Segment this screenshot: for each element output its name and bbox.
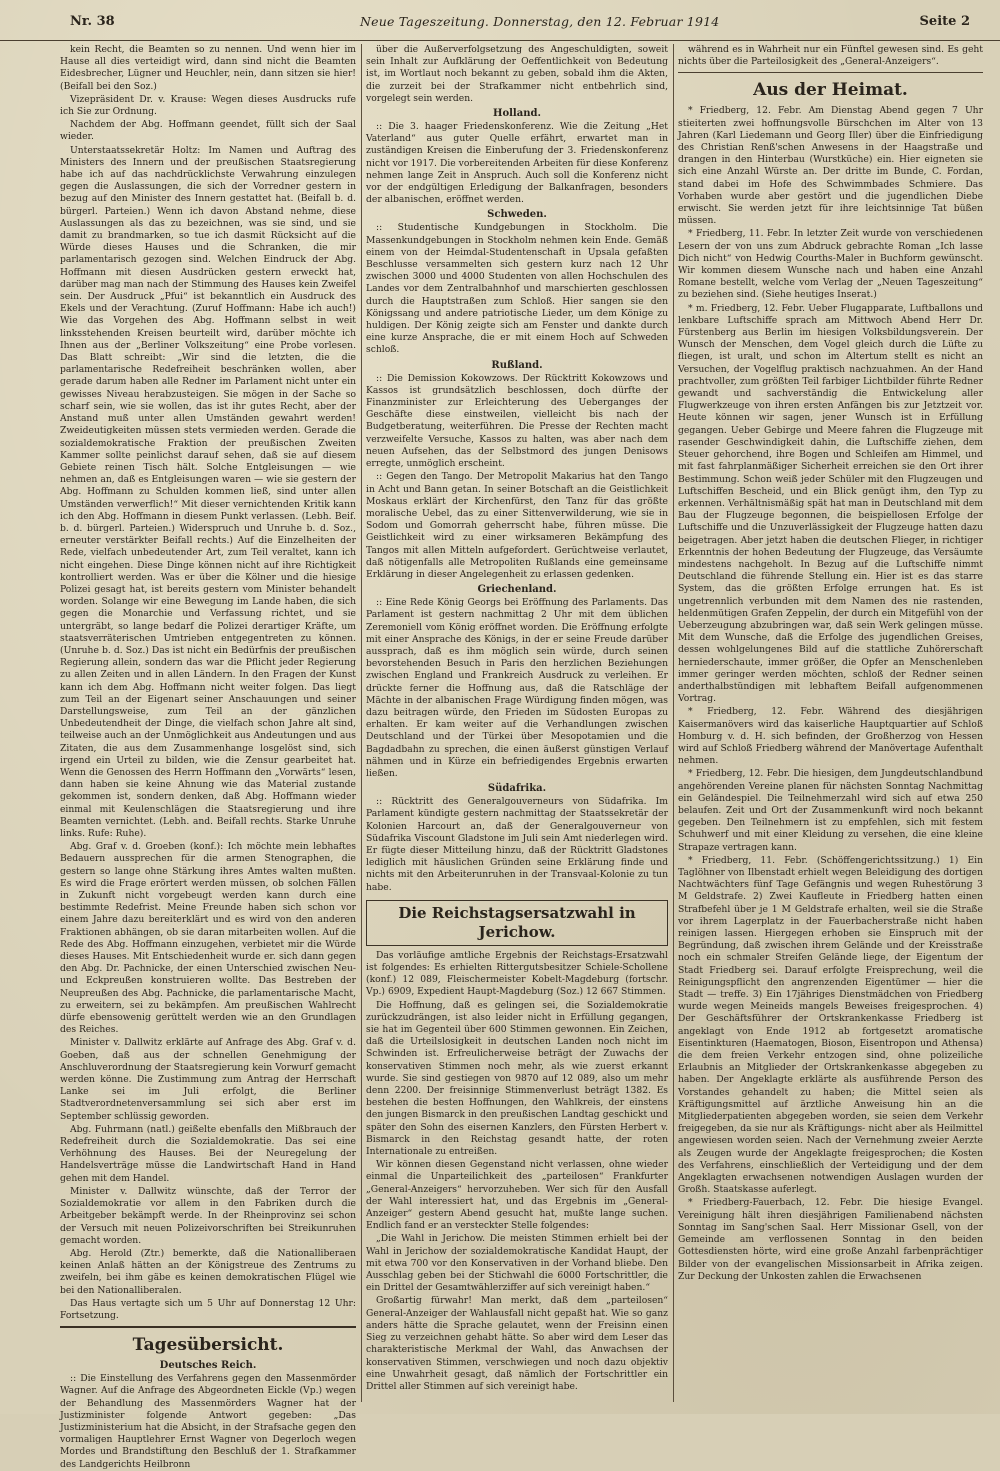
paragraph: :: Die Demission Kokowzows. Der Rücktritt Kokowzows und Kassos ist grundsätzlich beschlossen, doch dürfte der Finanzminister zur Erleichterung des Ueberganges der Geschäfte diese einstweilen, vielleicht bis nach der Budgetberatung, weiterführen. Die Presse der Rechten macht verzweifelte Versuche, Kassos zu halten, was aber nach dem neuen Aufsehen, das der Selbstmord des jungen Denisows erregte, unmöglich erscheint. [366, 372, 668, 470]
paragraph: kein Recht, die Beamten so zu nennen. Und wenn hier im Hause all dies verteidigt wird, dann sind nicht die Beamten Eidesbrecher, Lügner und Heuchler, nein, dann sitzen sie hier! (Beifall bei den Soz.) [60, 44, 356, 92]
paragraph: „Die Wahl in Jerichow. Die meisten Stimmen erhielt bei der Wahl in Jerichow der sozialdemokratische Kandidat Haupt, der mit etwa 700 vor den Konservativen in der Vorhand bliebe. Den Ausschlag geben bei der Stichwahl die 6000 Fortschrittler, die ein Drittel der Gesamtwählerziffer auf sich vereinigt haben.“ [366, 1233, 668, 1294]
page-number: Seite 2 [919, 14, 970, 29]
paragraph: :: Rücktritt des Generalgouverneurs von Südafrika. Im Parlament kündigte gestern nachmittag der Staatssekretär der Kolonien Harcourt an, daß der Generalgouverneur von Südafrika Viscount Gladstone im Juli sein Amt niederlegen wird. Er fügte dieser Mitteilung hinzu, daß der Rücktritt Gladstones lediglich mit häuslichen Gründen seine Erklärung finde und nichts mit den Arbeiterunruhen in der Transvaal-Kolonie zu tun habe. [366, 796, 668, 893]
paragraph: Unterstaatssekretär Holtz: Im Namen und Auftrag des Ministers des Innern und der preußischen Staatsregierung habe ich auf das nachdrücklichste Verwahrung einzulegen gegen die Auslassungen, die sich der Vorredner gestern in bezug auf den Minister des Innern gestattet hat. (Beifall b. d. bürgerl. Parteien.) Wenn ich davon Abstand nehme, diese Auslassungen als das zu bezeichnen, was sie sind, und sie damit zu brandmarken, so tue ich dasmit Rücksicht auf die Würde dieses Hauses und die Schranken, die mir parlamentarisch gezogen sind. Welchen Eindruck der Abg. Hoffmann mit diesen Ausdrücken gestern erweckt hat, darüber mag man nach der Stimmung des Hauses kein Zweifel sein. Der Ausdruck „Pfui“ ist bekanntlich ein Ausdruck des Ekels und der Verachtung. (Zuruf Hoffmann: Habe ich auch!) Wie das Vorgehen des Abg. Hoffmann selbst in weit linksstehenden Kreisen beurteilt wird, darüber möchte ich Ihnen aus der „Berliner Volkszeitung“ eine Probe vorlesen. Das Blatt schreibt: „Wir sind die letzten, die die parlamentarische Redefreiheit beschränken wollen, aber gerade darum haben alle Redner im Parlament nicht unter ein gewisses Niveau herabzusteigen. Sie mögen in der Sache so scharf sein, wie sie wollen, das ist ihr gutes Recht, aber der Anstand muß unter allen Umständen gewahrt werden! Zweideutigkeiten müssen stets vermieden werden. Gerade die sozialdemokratische Fraktion der preußischen Zweiten Kammer sollte peinlichst darauf sehen, daß sie auf diesem Gebiete reinen Tisch hält. Solche Entgleisungen — wie nehmen an, daß es Entgleisungen waren — wie sie gestern der Abg. Hoffmann zu Schulden kommen ließ, sind unter allen Umständen verwerflich!“ Mit dieser vernichtenden Kritik kann ich den Abg. Hoffmann in diesem Punkt verlassen. (Lebh. Beif. b. d. bürgerl. Parteien.) Widerspruch und Unruhe b. d. Soz., erneuter verstärkter Beifall rechts.) Auf die Einzelheiten der Rede, vielfach unbedeutender Art, zum Teil veraltet, kann ich nicht eingehen. Diese Dinge können nicht auf ihre Richtigkeit kontrolliert werden. Was er über die Kölner und die hiesige Polizei gesagt hat, ist bereits gestern vom Minister behandelt worden. Solange wir eine Bewegung im Lande haben, die sich gegen die Monarchie und Verfassung richtet, und sie untergräbt, so lange bedarf die Polizei derartiger Kräfte, um staatsverräterischen Umtrieben entgegentreten zu können. (Unruhe b. d. Soz.) Das ist nicht ein Bedürfnis der preußischen Regierung allein, sondern das war die Pflicht jeder Regierung zu allen Zeiten und in allen Ländern. In den Fragen der Kunst kann ich dem Abg. Hoffmann nicht weiter folgen. Das liegt zum Teil an der Eigenart seiner Anschauungen und seiner Darstellungsweise, zum Teil an der gänzlichen Unbedeutendheit der Dinge, die vielfach schon Jahre alt sind, teilweise auch an der Unmöglichkeit aus Andeutungen und aus Zitaten, die aus dem Zusammenhange losgelöst sind, sich irgend ein Urteil zu bilden, wie die Zensur gearbeitet hat. Wenn die Genossen des Herrn Hoffmann den „Vorwärts“ lesen, dann haben sie keine Ahnung wie das Material zustande gekommen ist, sondern denken, daß Abg. Hoffmann wieder einmal mit Keulenschlägen die Staatsregierung und ihre Beamten vernichtet. (Lebh. and. Beifall rechts. Starke Unruhe links. Rufe: Ruhe). [60, 144, 356, 839]
paragraph: Abg. Herold (Ztr.) bemerkte, daß die Nationalliberaen keinen Anlaß hätten an der Königstreue des Zentrums zu zweifeln, bei ihm gäbe es keinen demokratischen Flügel wie bei den Nationalliberalen. [60, 1247, 356, 1296]
paragraph: :: Studentische Kundgebungen in Stockholm. Die Massenkundgebungen in Stockholm nehmen kein Ende. Gemäß einem von der Heimdal-Studentenschaft in Upsala gefaßten Beschlusse versammelten sich gestern kurz nach 12 Uhr zwischen 3000 und 4000 Studenten von allen Hochschulen des Landes vor dem Zentralbahnhof und marschierten geschlossen durch die Hauptstraßen zum Schloß. Hier sangen sie den Königssang und andere patriotische Lieder, um dem Könige zu huldigen. Der König zeigte sich am Fenster und dankte durch eine kurze Ansprache, die er mit einem Hoch auf Schweden schloß. [366, 222, 668, 356]
divider [60, 1326, 356, 1328]
column-3 [678, 44, 983, 1404]
paragraph: während es in Wahrheit nur ein Fünftel gewesen sind. Es geht nichts über die Parteilosigkeit des „General-Anzeigers“. [678, 44, 983, 68]
column-2 [366, 44, 668, 1404]
column-1 [60, 44, 356, 1470]
paragraph: Minister v. Dallwitz erklärte auf Anfrage des Abg. Graf v. d. Goeben, daß aus der schnellen Genehmigung der Anschluverordnung der Staatsregierung kein Vorwurf gemacht werden könne. Die Zustimmung zum Antrag der Herrschaft Lanke sei im Juli erfolgt, die Berliner Stadtverordnetenversammlung sei sich aber erst im September schlüssig geworden. [60, 1037, 356, 1122]
subsection-heading: Griechenland. [477, 584, 557, 596]
subsection-heading: Schweden. [487, 209, 547, 221]
paragraph: * Friedberg, 12. Febr. Während des diesjährigen Kaisermanövers wird das kaiserliche Hauptquartier auf Schloß Homburg v. d. H. sich befinden, der Großherzog von Hessen wird auf Schloß Friedberg während der Manövertage Aufenthalt nehmen. [678, 706, 983, 767]
paragraph: * Friedberg-Fauerbach, 12. Febr. Die hiesige Evangel. Vereinigung hält ihren diesjährigen Familienabend nächsten Sonntag im Sang'schen Saal. Herr Missionar Gsell, von der Gemeinde am verflossenen Sonntag in den beiden Gottesdiensten hörte, wird eine große Anzahl farbenprächtiger Bilder von der evangelischen Missionsarbeit in Afrika zeigen. Zur Deckung der Unkosten zahlen die Erwachsenen [678, 1197, 983, 1282]
paragraph: * Friedberg, 11. Febr. (Schöffengerichtssitzung.) 1) Ein Taglöhner von Ilbenstadt erhielt wegen Beleidigung des dortigen Nachtwächters fünf Tage Gefängnis und wegen Ruhestörung 3 M Geldstrafe. 2) Zwei Kaufleute in Friedberg hatten einen Strafbefehl über je 1 M Geldstrafe erhalten, weil sie die Straße vor ihrem Lagerplatz in der Fauerbacherstraße nicht haben reinigen lassen. Hiergegen erhoben sie Einspruch mit der Begründung, daß zwischen ihrem Gelände und der Kreisstraße noch ein schmaler Streifen Gelände liege, der Eigentum der Stadt Friedberg sei. Darauf erfolgte Freisprechung, weil die Reinigungspflicht den angrenzenden Eigentümer — hier die Stadt — treffe. 3) Ein 17jähriges Dienstmädchen von Friedberg wurde wegen Meineids mangels Beweises freigesprochen. 4) Der Geschäftsführer der Ortskrankenkasse Friedberg ist angeklagt von Ende 1912 ab fortgesetzt aromatische Eisentinkturen (Haematogen, Bioson, Eisentropon und Athensa) die dem freien Verkehr entzogen sind, ohne polizeiliche Erlaubnis an Mitglieder der Ortskrankenkasse abgegeben zu haben. Der Angeklagte erklärte als ausführende Person des Vorstandes gehandelt zu haben; die Mittel seien als Kräftigungsmittel auf ärztliche Anweisung hin an die Mitgliederpatienten abgegeben worden, sie seien dem Verkehr freigegeben, da sie nur als Kräftigungs- nicht aber als Heilmittel angewiesen worden seien. Nach der Vernehmung zweier Aerzte als Zeugen wurde der Angeklagte freigesprochen; die Kosten des Verfahrens, einschließlich der Verteidigung und der dem Angeklagten erwachsenen notwendigen Auslagen wurden der Großh. Staatskasse auferlegt. [678, 854, 983, 1196]
column-rule [673, 44, 674, 1402]
paragraph: Wir können diesen Gegenstand nicht verlassen, ohne wieder einmal die Unparteilichkeit des „parteilosen“ Frankfurter „General-Anzeigers“ hervorzuheben. Wer sich für den Ausfall der Wahl interessiert hat, und das Ergebnis im „General-Anzeiger“ gestern Abend gesucht hat, mußte lange suchen. Endlich fand er an versteckter Stelle folgendes: [366, 1159, 668, 1232]
paragraph: :: Gegen den Tango. Der Metropolit Makarius hat den Tango in Acht und Bann getan. In seiner Botschaft an die Geistlichkeit Moskaus erklärt der Kirchenfürst, den Tanz für das größte moralische Uebel, das zu einer Sittenverwilderung, wie sie in Sodom und Gomorrah geherrscht habe, führen müsse. Die Geistlichkeit wird zu einer wirksameren Bekämpfung des Tangos mit allen Mitteln aufgefordert. Gerüchtweise verlautet, daß nötigenfalls alle Metropoliten Rußlands eine gemeinsame Erklärung in dieser Angelegenheit zu erlassen gedenken. [366, 471, 668, 580]
paragraph: Nachdem der Abg. Hoffmann geendet, füllt sich der Saal wieder. [60, 119, 356, 143]
section-heading: Aus der Heimat. [753, 80, 908, 101]
paragraph: Die Hoffnung, daß es gelingen sei, die Sozialdemokratie zurückzudrängen, ist also leider nicht in Erfüllung gegangen, sie hat im Gegenteil über 600 Stimmen gewonnen. Ein Zeichen, daß die Urteilslosigkeit in deutschen Landen noch nicht im Schwinden ist. Erfreulicherweise beträgt der Zuwachs der konservativen Stimmen noch mehr, als wie zuerst erkannt wurde. Sie sind gestiegen von 9870 auf 12 089, also um mehr denn 2200. Der freisinnige Stimmenverlust beträgt 1382. Es bestehen die besten Hoffnungen, den Wahlkreis, der einstens den jungen Bismarck in den preußischen Landtag geschickt und später den Sohn des eisernen Kanzlers, den Fürsten Herbert v. Bismarck in den Reichstag gesandt hatte, der roten Internationale zu entreißen. [366, 999, 668, 1158]
page-header [0, 0, 1000, 41]
paragraph: * Friedberg, 12. Febr. Am Dienstag Abend gegen 7 Uhr stieiterten zwei hoffnungsvolle Bürschchen im Alter von 13 Jahren (Karl Liedemann und Georg Iller) über die Einfriedigung des Christian Renß'schen Anwesens in der Haagstraße und drangen in den Hinterbau (Wurstküche) ein. Hier eigneten sie sich eine Anzahl Würste an. Der dritte im Bunde, C. Fordan, stand dabei im Hofe des Schwimmbades Schmiere. Das Vorhaben wurde aber gestört und die jugendlichen Diebe erwischt. Sie werden jetzt für ihre leichtsinnige Tat büßen müssen. [678, 105, 983, 227]
paragraph: über die Außerverfolgsetzung des Angeschuldigten, soweit sein Inhalt zur Aufklärung der Oeffentlichkeit von Bedeutung ist, im Wortlaut noch bekannt zu geben, sobald ihm die Akten, die zurzeit bei der Strafkammer nicht entbehrlich sind, vorgelegt sein werden. [366, 44, 668, 104]
paragraph: Das Haus vertagte sich um 5 Uhr auf Donnerstag 12 Uhr: Fortsetzung. [60, 1297, 356, 1321]
paragraph: Abg. Fuhrmann (natl.) geißelte ebenfalls den Mißbrauch der Redefreiheit durch die Sozialdemokratie. Das sei eine Verhöhnung des Hauses. Bei der Neuregelung der Handelsverträge müsse die Landwirtschaft Hand in Hand gehen mit dem Handel. [60, 1123, 356, 1184]
section-heading: Tagesübersicht. [132, 1335, 284, 1356]
paragraph: * Friedberg, 12. Febr. Die hiesigen, dem Jungdeutschlandbund angehörenden Vereine planen für nächsten Sonntag Nachmittag ein Geländespiel. Die Teilnehmerzahl wird sich auf etwa 250 belaufen. Zeit und Ort der Zusammenkunft wird noch bekannt gegeben. Den Teilnehmern ist zu empfehlen, sich mit festem Schuhwerf und mit einer Kleidung zu versehen, die eine kleine Strapaze vertragen kann. [678, 768, 983, 853]
paragraph: :: Die Einstellung des Verfahrens gegen den Massenmörder Wagner. Auf die Anfrage des Abgeordneten Eickle (Vp.) wegen der Behandlung des Massenmörders Wagner hat der Justizminister folgende Antwort gegeben: „Das Justizministerium hat die Absicht, in der Strafsache gegen den vormaligen Hauptlehrer Ernst Wagner von Degerloch wegen Mordes und Brandstiftung den Beschluß der 1. Strafkammer des Landgerichts Heilbronn [60, 1373, 356, 1470]
paragraph: Großartig fürwahr! Man merkt, daß dem „parteilosen“ General-Anzeiger der Wahlausfall nicht gepaßt hat. Wie so ganz anders hätte die Sprache gelautet, wenn der Freisinn einen Sieg zu verzeichnen gehabt hätte. So aber wird dem Leser das charakteristische Merkmal der Wahl, das Anwachsen der konservativen Stimmen, verschwiegen und noch dazu objektiv eine Unwahrheit gesagt, daß nämlich der Fortschrittler ein Drittel aller Stimmen auf sich vereinigt habe. [366, 1295, 668, 1392]
subsection-heading: Rußland. [491, 359, 543, 371]
subsection-heading: Deutsches Reich. [159, 1360, 257, 1372]
article-heading-box: Die Reichstagsersatzwahl in Jerichow. [366, 900, 668, 946]
paragraph: * m. Friedberg, 12. Febr. Ueber Flugapparate, Luftballons und lenkbare Luftschiffe sprach am Mittwoch Abend Herr Dr. Fürstenberg aus Berlin im hiesigen Volksbildungsverein. Der Wunsch der Menschen, dem Vogel gleich durch die Lüfte zu fliegen, ist uralt, und schon im Altertum stellt es nicht an Versuchen, der Vogelflug praktisch nachzuahmen. An der Hand prachtvoller, zum größten Teil farbiger Lichtbilder führte Redner gewandt und sachverständig die Entwickelung aller Flugwerkzeuge von ihren ersten Anfängen bis zur Jetztzeit vor. Heute können wir sagen, jener Wunsch ist in Erfüllung gegangen. Ueber Gebirge und Meere fahren die Flugzeuge mit rasender Geschwindigkeit dahin, die Luftschiffe ziehen, dem Steuer gehorchend, ihre Bogen und Schleifen am Himmel, und mit fast fahrplanmäßiger Sicherheit erreichen sie den Ort ihrer Bestimmung. Schon weiß jeder Schüler mit den Flugzeugen und Luftschiffen Bescheid, und ein Blick genügt ihm, den Typ zu erkennen. Verhältnismäßig spät hat man in Deutschland mit dem Bau der Flugzeuge begonnen, die beispiellosen Erfolge der Luftschiffe und die Unzuverlässigkeit der Flugzeuge hatten dazu beigetragen. Aber jetzt haben die deutschen Flieger, in richtiger Erkenntnis der hohen Bedeutung der Flugzeuge, das Versäumte mindestens nachgeholt. In Bezug auf die Luftschiffe nimmt Deutschland die führende Stellung ein. Hier ist es das starre System, das die größten Erfolge errungen hat. Es ist ungetrennlich verbunden mit dem Namen des nie rastenden, heldenmütigen Grafen Zeppelin, der durch ein Mitgefühl von der Ueberzeugung abzubringen war, daß sein Werk gelingen müsse. Mit dem Wunsche, daß die Erfolge des jugendlichen Greises, dessen wohlgelungenes Bild auf die stattliche Zuhörerschaft herniederschaute, immer größer, die Opfer an Menschenleben immer geringer werden möchten, schloß der Redner seinen anderthalbstündigen mit lebhaftem Beifall aufgenommenen Vortrag. [678, 302, 983, 705]
divider [678, 72, 983, 73]
subsection-heading: Holland. [493, 108, 541, 120]
paragraph: * Friedberg, 11. Febr. In letzter Zeit wurde von verschiedenen Lesern der von uns zum Abdruck gebrachte Roman „Ich lasse Dich nicht“ von Hedwig Courths-Maler in Buchform gewünscht. Wir kommen diesem Wunsche nach und haben eine Anzahl Romane bestellt, welche vom Verlag der „Neuen Tageszeitung“ zu beziehen sind. (Siehe heutiges Inserat.) [678, 228, 983, 301]
paragraph: :: Eine Rede König Georgs bei Eröffnung des Parlaments. Das Parlament ist gestern nachmittag 2 Uhr mit dem üblichen Zeremoniell vom König eröffnet worden. Die Eröffnung erfolgte mit einer Ansprache des Königs, in der er seine Freude darüber aussprach, daß es ihm möglich sein würde, durch seinen bevorstehenden Besuch in Paris den herzlichen Beziehungen zwischen England und Frankreich Ausdruck zu verleihen. Er drückte ferner die Hoffnung aus, daß die Ratschläge der Mächte in der albanischen Frage Würdigung finden mögen, was dazu beitragen würde, den Frieden im Südosten Europas zu erhalten. Er kam weiter auf die Verhandlungen zwischen Deutschland und der Türkei über Mesopotamien und die Bagdadbahn zu sprechen, die einen äußerst günstigen Verlauf nähmen und in Kürze ein befriedigendes Ergebnis erwarten ließen. [366, 597, 668, 779]
paragraph: Das vorläufige amtliche Ergebnis der Reichstags-Ersatzwahl ist folgendes: Es erhielten Rittergutsbesitzer Schiele-Schollene (konf.) 12 089, Fleischermeister Kobelt-Magdeburg (fortschr. Vp.) 6909, Expedient Haupt-Magdeburg (Soz.) 12 667 Stimmen. [366, 949, 668, 998]
paragraph: Vizepräsident Dr. v. Krause: Wegen dieses Ausdrucks rufe ich Sie zur Ordnung. [60, 93, 356, 118]
paragraph: Minister v. Dallwitz wünschte, daß der Terror der Sozialdemokratie vor allem in den Fabriken durch die Arbeitgeber bekämpft werde. In der Rheinprovinz sei schon der Versuch mit neuen Polizeivorschriften bei Streikunruhen gemacht worden. [60, 1185, 356, 1246]
paragraph: Abg. Graf v. d. Groeben (konf.): Ich möchte mein lebhaftes Bedauern aussprechen für die armen Stenographen, die gestern so lange ohne Stärkung ihres Amtes walten mußten. Es wird die Frage erörtert werden müssen, ob solchen Fällen in Zukunft nicht vorgebeugt werden kann durch eine bestimmte Redefrist. Meine Freunde haben sich schon vor einem Jahre dazu bereiterklärt und es wird von den anderen Fraktionen abhängen, ob sie daran mitarbeiten wollen. Auf die Rede des Abg. Hoffmann einzugehen, verbietet mir die Würde dieses Hauses. Mit Entschiedenheit wurde er. sich dann gegen den Abg. Dr. Pachnicke, der einen Unterschied zwischen Neu- und Eckpreußen konstruieren wollte. Das Bestreben der Neupreußen des Abg. Pachnicke, die parlamentarische Macht, zu erweitern, sei zu bekämpfen. Am preußischen Wahlrecht dürfe ebensowenig gerüttelt werden wie an den Grundlagen des Reiches. [60, 841, 356, 1036]
paragraph: :: Die 3. haager Friedenskonferenz. Wie die Zeitung „Het Vaterland“ aus guter Quelle erfährt, erwartet man in zuständigen Kreisen die Einberufung der 3. Friedenskonferenz nicht vor 1917. Die vorbereitenden Arbeiten für diese Konferenz nehmen lange Zeit in Anspruch. Auch soll die Konferenz nicht vor der endgültigen Erledigung der Balkanfragen, besonders der albanischen, eröffnet werden. [366, 121, 668, 206]
issue-number: Nr. 38 [70, 14, 115, 29]
masthead: Neue Tageszeitung. Donnerstag, den 12. Februar 1914 [360, 14, 720, 29]
subsection-heading: Südafrika. [487, 783, 547, 795]
column-rule [361, 44, 362, 1402]
